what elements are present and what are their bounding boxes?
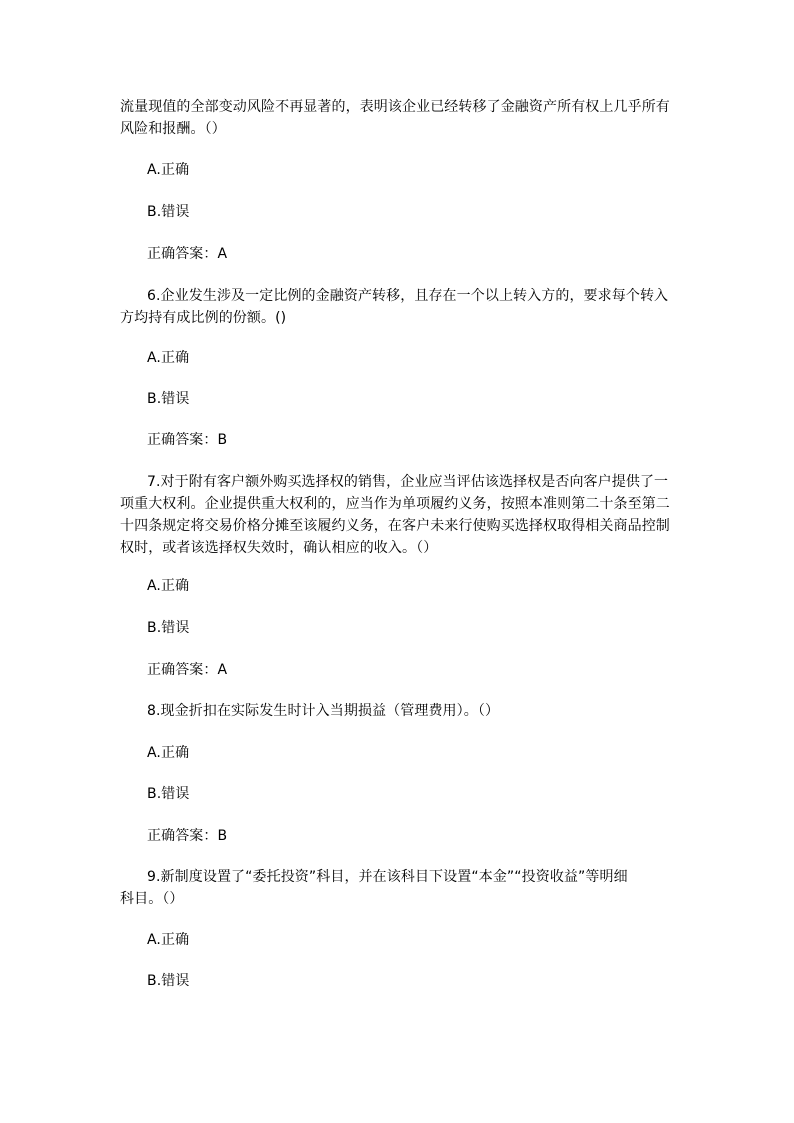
question-7-text-line-4: 权时，或者该选择权失效时，确认相应的收入。（） (120, 540, 438, 556)
question-6-answer: 正确答案：B (147, 432, 228, 448)
question-7-option-a: A.正确 (147, 578, 190, 594)
question-7-text-line-1: 7.对于附有客户额外购买选择权的销售，企业应当评估该选择权是否向客户提供了一 (147, 474, 669, 490)
question-9-text-line-1: 9.新制度设置了“委托投资”科目，并在该科目下设置“本金”“投资收益”等明细 (147, 869, 628, 885)
question-8-text-line-1: 8.现金折扣在实际发生时计入当期损益（管理费用）。（） (147, 703, 500, 719)
question-9-text-line-2: 科目。（） (120, 891, 184, 907)
question-7-answer: 正确答案：A (147, 662, 228, 678)
question-7-option-b: B.错误 (147, 620, 190, 636)
question-8-answer: 正确答案：B (147, 828, 228, 844)
question-5-option-b: B.错误 (147, 204, 190, 220)
question-5-answer: 正确答案：A (147, 246, 228, 262)
question-9-option-b: B.错误 (147, 973, 190, 989)
question-6-text-line-1: 6.企业发生涉及一定比例的金融资产转移，且存在一个以上转入方的，要求每个转入 (147, 288, 669, 304)
question-5-text-line-1: 流量现值的全部变动风险不再显著的，表明该企业已经转移了金融资产所有权上几乎所有 (120, 99, 670, 115)
question-5-option-a: A.正确 (147, 162, 190, 178)
question-6-option-a: A.正确 (147, 350, 190, 366)
question-8-option-b: B.错误 (147, 786, 190, 802)
question-7-text-line-2: 项重大权利。企业提供重大权利的，应当作为单项履约义务，按照本准则第二十条至第二 (120, 496, 670, 512)
question-6-text-line-2: 方均持有成比例的份额。() (120, 310, 287, 326)
question-8-option-a: A.正确 (147, 745, 190, 761)
question-5-text-line-2: 风险和报酬。（） (120, 121, 226, 137)
question-6-option-b: B.错误 (147, 391, 190, 407)
question-9-option-a: A.正确 (147, 932, 190, 948)
question-7-text-line-3: 十四条规定将交易价格分摊至该履约义务，在客户未来行使购买选择权取得相关商品控制 (120, 518, 670, 534)
